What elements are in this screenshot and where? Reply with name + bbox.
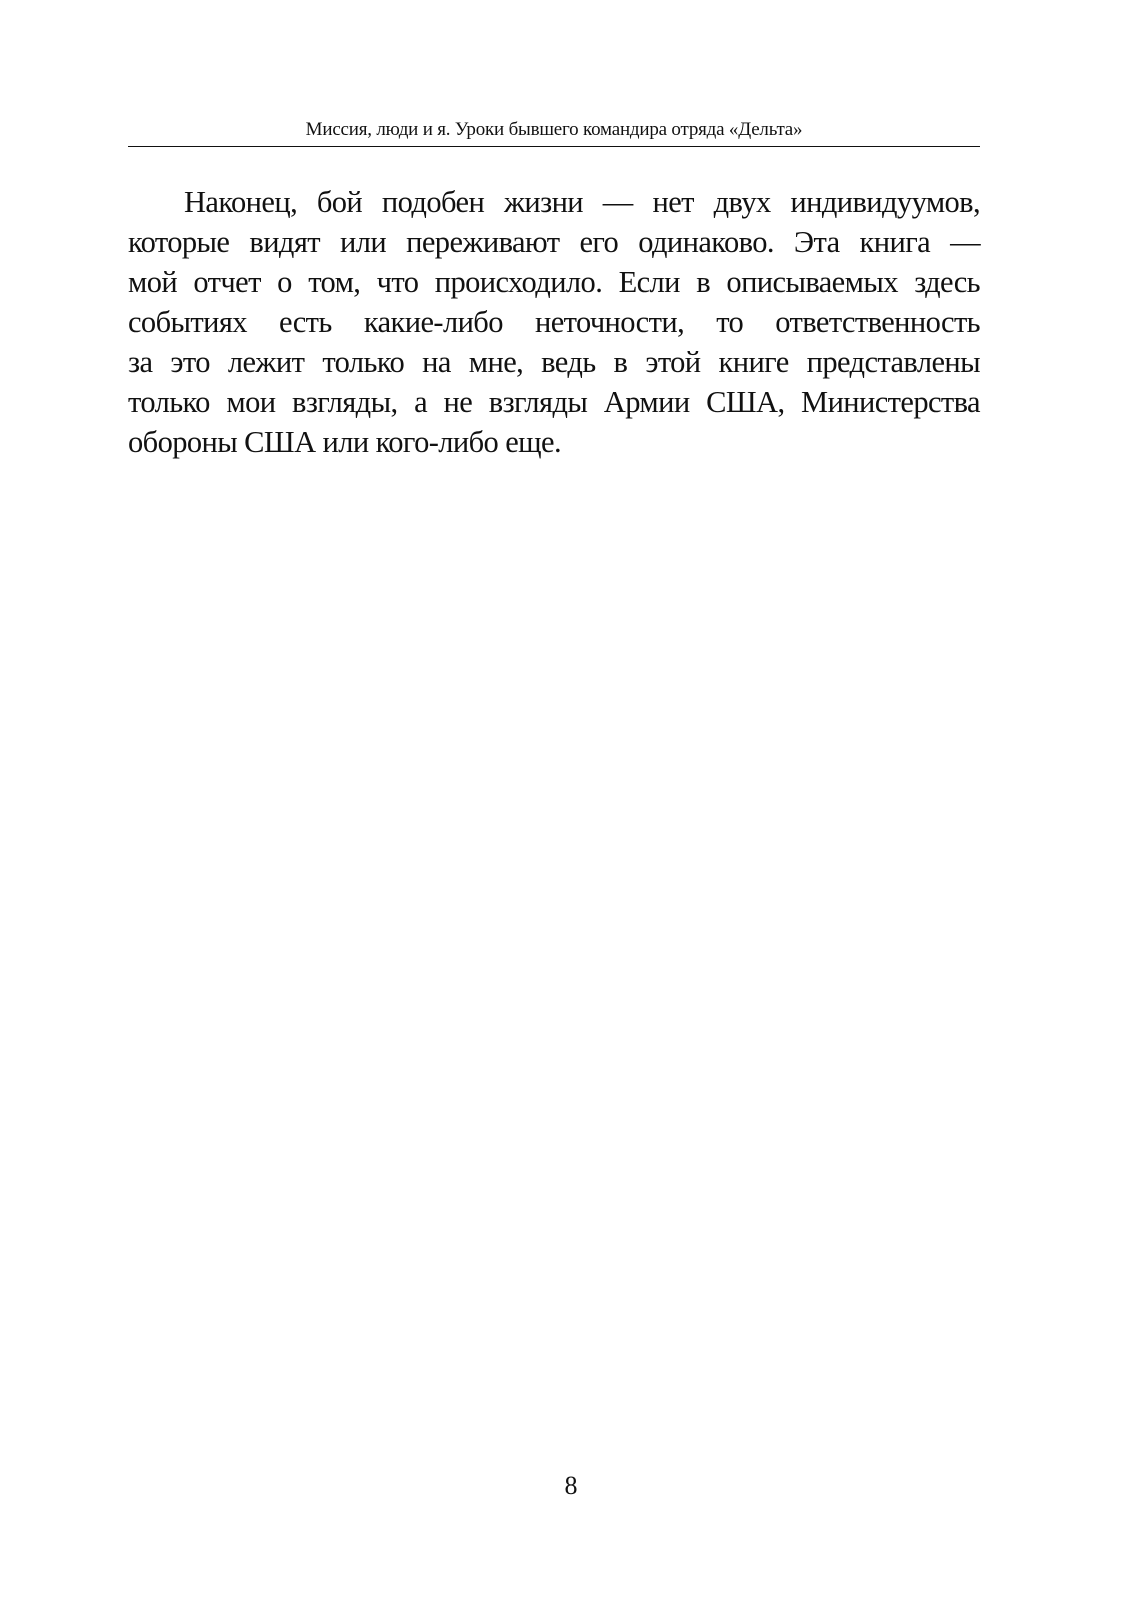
- paragraph-line: за это лежит только на мне, ведь в этой книге представлены: [128, 345, 980, 379]
- paragraph-line: обороны США или кого-либо еще.: [128, 425, 562, 459]
- paragraph-line: которые видят или переживают его одинаково. Эта книга —: [128, 225, 980, 259]
- paragraph-line: событиях есть какие-либо неточности, то ответственность: [128, 305, 980, 339]
- header-rule: [128, 146, 980, 147]
- page-number: 8: [564, 1471, 578, 1500]
- paragraph-line: Наконец, бой подобен жизни — нет двух индивидуумов,: [184, 185, 980, 219]
- paragraph-line: только мои взгляды, а не взгляды Армии США, Министерства: [128, 385, 980, 419]
- paragraph-line: мой отчет о том, что происходило. Если в описываемых здесь: [128, 265, 980, 299]
- body-paragraph: [128, 182, 980, 462]
- running-header: Миссия, люди и я. Уроки бывшего командира отряда «Дельта»: [305, 119, 803, 140]
